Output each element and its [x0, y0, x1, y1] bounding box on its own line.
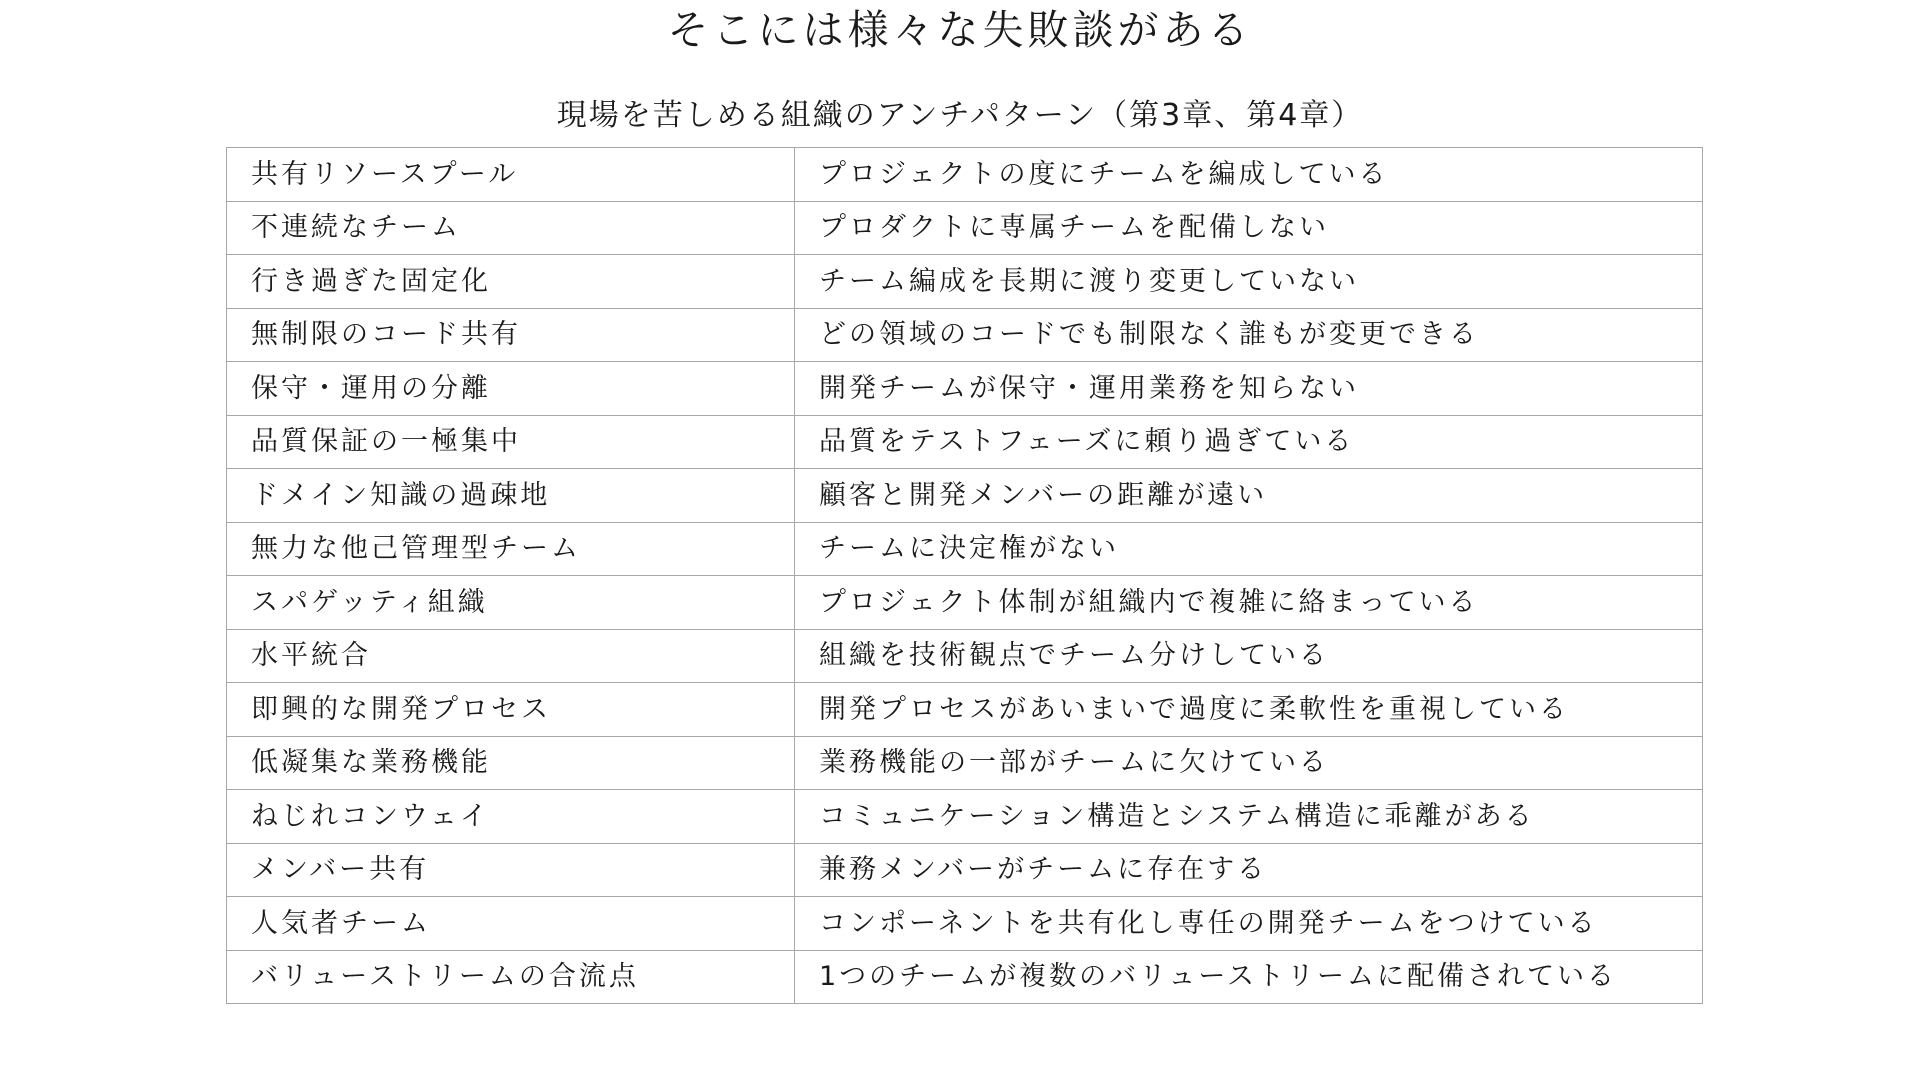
antipattern-name: 無力な他己管理型チーム [227, 522, 795, 576]
antipattern-description: 兼務メンバーがチームに存在する [795, 843, 1703, 897]
antipattern-name: スパゲッティ組織 [227, 576, 795, 630]
antipattern-description: 開発チームが保守・運用業務を知らない [795, 362, 1703, 416]
table-row [227, 362, 1703, 416]
antipattern-description: プロダクトに専属チームを配備しない [795, 201, 1703, 255]
table-row [227, 148, 1703, 202]
table-row [227, 683, 1703, 737]
antipattern-name: 人気者チーム [227, 897, 795, 951]
antipattern-name: 低凝集な業務機能 [227, 736, 795, 790]
table-row [227, 843, 1703, 897]
antipattern-description: 品質をテストフェーズに頼り過ぎている [795, 415, 1703, 469]
section-subtitle: 現場を苦しめる組織のアンチパターン（第3章、第4章） [556, 98, 1364, 133]
table-row [227, 736, 1703, 790]
table-row [227, 415, 1703, 469]
antipattern-name: 品質保証の一極集中 [227, 415, 795, 469]
antipattern-name: 無制限のコード共有 [227, 308, 795, 362]
antipattern-description: どの領域のコードでも制限なく誰もが変更できる [795, 308, 1703, 362]
table-row [227, 522, 1703, 576]
antipattern-description: 開発プロセスがあいまいで過度に柔軟性を重視している [795, 683, 1703, 737]
antipattern-table [226, 147, 1703, 1004]
antipattern-description: プロジェクトの度にチームを編成している [795, 148, 1703, 202]
antipattern-name: メンバー共有 [227, 843, 795, 897]
antipattern-name: 即興的な開発プロセス [227, 683, 795, 737]
table-row [227, 255, 1703, 309]
antipattern-description: チーム編成を長期に渡り変更していない [795, 255, 1703, 309]
antipattern-name: 不連続なチーム [227, 201, 795, 255]
antipattern-description: チームに決定権がない [795, 522, 1703, 576]
antipattern-description: コンポーネントを共有化し専任の開発チームをつけている [795, 897, 1703, 951]
table-row [227, 897, 1703, 951]
antipattern-name: 水平統合 [227, 629, 795, 683]
antipattern-name: ドメイン知識の過疎地 [227, 469, 795, 523]
table-row [227, 576, 1703, 630]
antipattern-description: 組織を技術観点でチーム分けしている [795, 629, 1703, 683]
antipattern-description: 顧客と開発メンバーの距離が遠い [795, 469, 1703, 523]
antipattern-description: コミュニケーション構造とシステム構造に乖離がある [795, 790, 1703, 844]
antipattern-name: 行き過ぎた固定化 [227, 255, 795, 309]
antipattern-name: ねじれコンウェイ [227, 790, 795, 844]
antipattern-name: 保守・運用の分離 [227, 362, 795, 416]
antipattern-description: 業務機能の一部がチームに欠けている [795, 736, 1703, 790]
antipattern-description: 1つのチームが複数のバリューストリームに配備されている [795, 950, 1703, 1004]
page-title: そこには様々な失敗談がある [667, 6, 1253, 54]
table-row [227, 950, 1703, 1004]
antipattern-table-container [226, 147, 1702, 1004]
table-row [227, 308, 1703, 362]
table-row [227, 629, 1703, 683]
antipattern-description: プロジェクト体制が組織内で複雑に絡まっている [795, 576, 1703, 630]
antipattern-name: バリューストリームの合流点 [227, 950, 795, 1004]
table-row [227, 201, 1703, 255]
table-row [227, 790, 1703, 844]
table-row [227, 469, 1703, 523]
antipattern-name: 共有リソースプール [227, 148, 795, 202]
